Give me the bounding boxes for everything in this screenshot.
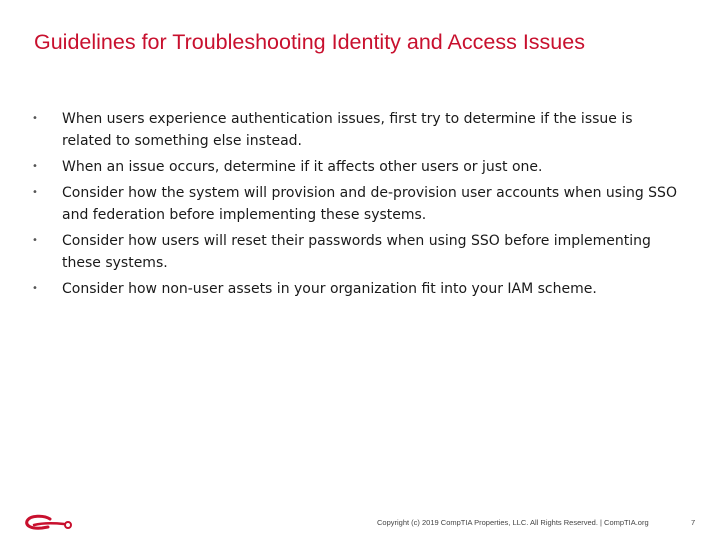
- bullet-item: [32, 182, 682, 226]
- comptia-logo-icon: [24, 513, 74, 533]
- page-number: 7: [691, 518, 696, 527]
- bullet-item: [32, 108, 682, 152]
- bullet-text: Consider how users will reset their passwords when using SSO before implementing these systems.: [62, 233, 651, 271]
- slide-title: Guidelines for Troubleshooting Identity and Access Issues: [34, 30, 585, 54]
- bullet-list: [32, 108, 682, 304]
- bullet-text: When an issue occurs, determine if it affects other users or just one.: [62, 159, 543, 175]
- bullet-icon: •: [32, 187, 38, 198]
- bullet-icon: •: [32, 161, 38, 172]
- bullet-text: When users experience authentication issues, first try to determine if the issue is related to something else instead.: [62, 111, 633, 149]
- slide-footer: [0, 505, 720, 540]
- bullet-text: Consider how the system will provision and de-provision user accounts when using SSO and federation before implementing these systems.: [62, 185, 677, 223]
- bullet-icon: •: [32, 283, 38, 294]
- bullet-text: Consider how non-user assets in your organization fit into your IAM scheme.: [62, 281, 597, 297]
- copyright-text: Copyright (c) 2019 CompTIA Properties, LLC. All Rights Reserved. | CompTIA.org: [377, 518, 649, 527]
- bullet-item: [32, 278, 682, 300]
- bullet-icon: •: [32, 113, 38, 124]
- bullet-icon: •: [32, 235, 38, 246]
- bullet-item: [32, 156, 682, 178]
- bullet-item: [32, 230, 682, 274]
